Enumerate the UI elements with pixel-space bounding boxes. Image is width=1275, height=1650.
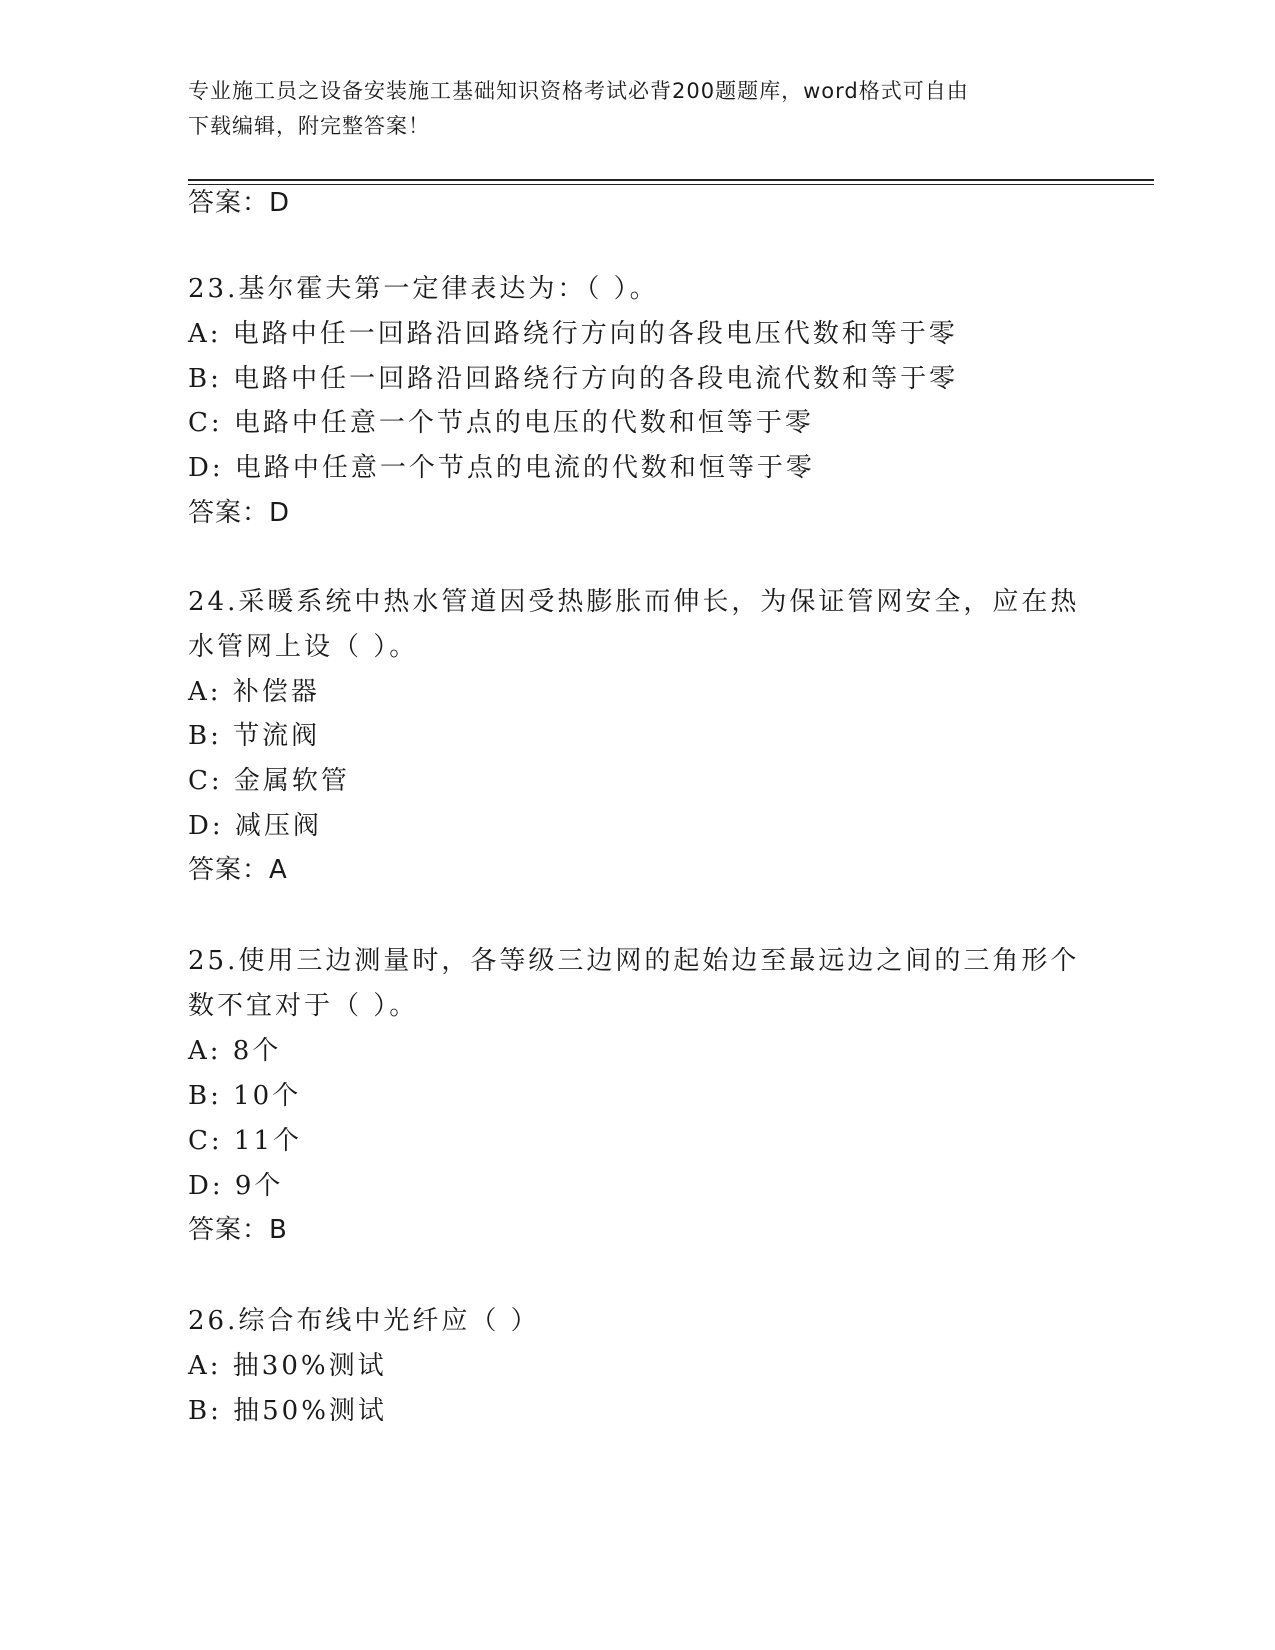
q24-option-d: D: 减压阀	[188, 811, 322, 841]
q23-option-b: B: 电路中任一回路沿回路绕行方向的各段电流代数和等于零	[188, 364, 959, 394]
header-divider-thick	[188, 179, 1154, 181]
q24-stem-line-2: 水管网上设（ ）。	[188, 632, 419, 662]
q25-answer: 答案：B	[188, 1215, 288, 1245]
q23-option-d: D: 电路中任意一个节点的电流的代数和恒等于零	[188, 453, 815, 483]
q24-answer: 答案：A	[188, 855, 288, 885]
q25-option-b: B: 10个	[188, 1081, 302, 1111]
prev-answer: 答案：D	[188, 188, 291, 218]
q23-answer: 答案：D	[188, 498, 291, 528]
q25-option-d: D: 9个	[188, 1171, 284, 1201]
q23-option-c: C: 电路中任意一个节点的电压的代数和恒等于零	[188, 408, 814, 438]
q24-option-c: C: 金属软管	[188, 766, 350, 796]
header-line-2: 下载编辑，附完整答案！	[188, 114, 430, 138]
q24-option-a: A: 补偿器	[188, 677, 320, 707]
q26-option-b: B: 抽50%测试	[188, 1396, 387, 1426]
q23-option-a: A: 电路中任一回路沿回路绕行方向的各段电压代数和等于零	[188, 319, 958, 349]
q26-stem: 26.综合布线中光纤应（ ）	[188, 1306, 540, 1336]
header-divider-thin	[188, 184, 1154, 185]
q25-stem-line-1: 25.使用三边测量时，各等级三边网的起始边至最远边之间的三角形个	[188, 946, 1080, 976]
q25-option-c: C: 11个	[188, 1126, 303, 1156]
q24-stem-line-1: 24.采暖系统中热水管道因受热膨胀而伸长，为保证管网安全，应在热	[188, 587, 1080, 617]
header-line-1: 专业施工员之设备安装施工基础知识资格考试必背200题题库，word格式可自由	[188, 79, 969, 103]
q26-option-a: A: 抽30%测试	[188, 1351, 387, 1381]
q25-option-a: A: 8个	[188, 1036, 282, 1066]
document-header	[188, 74, 1088, 144]
q25-stem-line-2: 数不宜对于（ ）。	[188, 991, 419, 1021]
q24-option-b: B: 节流阀	[188, 721, 321, 751]
q23-stem: 23.基尔霍夫第一定律表达为：（ ）。	[188, 274, 659, 304]
